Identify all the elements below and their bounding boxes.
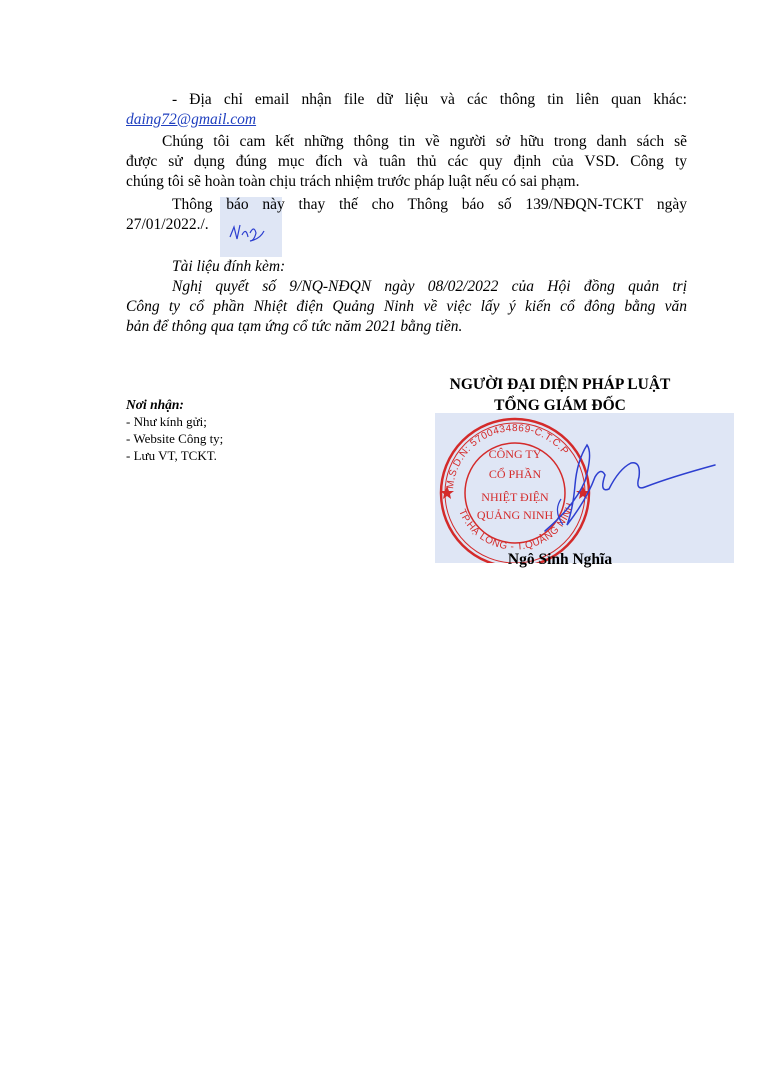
company-seal-icon — [435, 413, 734, 563]
seal-ring-bottom: TP.HẠ LONG - T.QUẢNG NINH — [456, 501, 577, 553]
seal-center-2: CỔ PHẦN — [488, 467, 542, 481]
attachment-section — [126, 257, 687, 337]
replacement-paragraph — [126, 195, 687, 235]
replacement-line-2: 27/01/2022./. — [126, 216, 209, 233]
attachment-line-2: Công ty cổ phần Nhiệt điện Quảng Ninh về việc lấy ý kiến cổ đông bằng văn — [126, 298, 687, 315]
signature-role-1: NGƯỜI ĐẠI DIỆN PHÁP LUẬT — [449, 376, 671, 393]
attachment-title: Tài liệu đính kèm: — [172, 258, 286, 275]
seal-center-3: NHIỆT ĐIỆN — [481, 490, 549, 504]
email-paragraph — [126, 90, 687, 130]
replacement-line-1: Thông báo này thay thế cho Thông báo số 139/NĐQN-TCKT ngày — [172, 196, 687, 213]
email-link[interactable]: daing72@gmail.com — [126, 111, 257, 128]
seal-ring-top: M.S.D.N: 5700434869-C.T.C.P — [445, 422, 571, 490]
commitment-line-3: chúng tôi sẽ hoàn toàn chịu trách nhiệm trước pháp luật nếu có sai phạm. — [126, 173, 580, 190]
recipient-item: - Như kính gửi; — [126, 414, 207, 429]
signature-role-2: TỔNG GIÁM ĐỐC — [494, 397, 626, 414]
attachment-line-1: Nghị quyết số 9/NQ-NĐQN ngày 08/02/2022 của Hội đồng quản trị — [172, 278, 687, 295]
commitment-line-2: được sử dụng đúng mục đích và tuân thủ các quy định của VSD. Công ty — [126, 153, 687, 170]
seal-center-4: QUẢNG NINH — [476, 508, 554, 522]
recipient-item: - Lưu VT, TCKT. — [126, 448, 217, 463]
email-label: - Địa chỉ email nhận file dữ liệu và các thông tin liên quan khác: — [172, 91, 687, 108]
recipients-title: Nơi nhận: — [126, 397, 184, 412]
seal-center-1: CÔNG TY — [488, 447, 542, 461]
stamp-signature-highlight — [435, 413, 734, 563]
recipients-block — [126, 396, 223, 464]
commitment-paragraph — [126, 132, 687, 192]
recipient-item: - Website Công ty; — [126, 431, 224, 446]
commitment-line-1: Chúng tôi cam kết những thông tin về người sở hữu trong danh sách sẽ — [162, 133, 687, 150]
signer-name: Ngô Sinh Nghĩa — [507, 551, 613, 568]
attachment-line-3: bản để thông qua tạm ứng cổ tức năm 2021 bằng tiền. — [126, 318, 463, 335]
